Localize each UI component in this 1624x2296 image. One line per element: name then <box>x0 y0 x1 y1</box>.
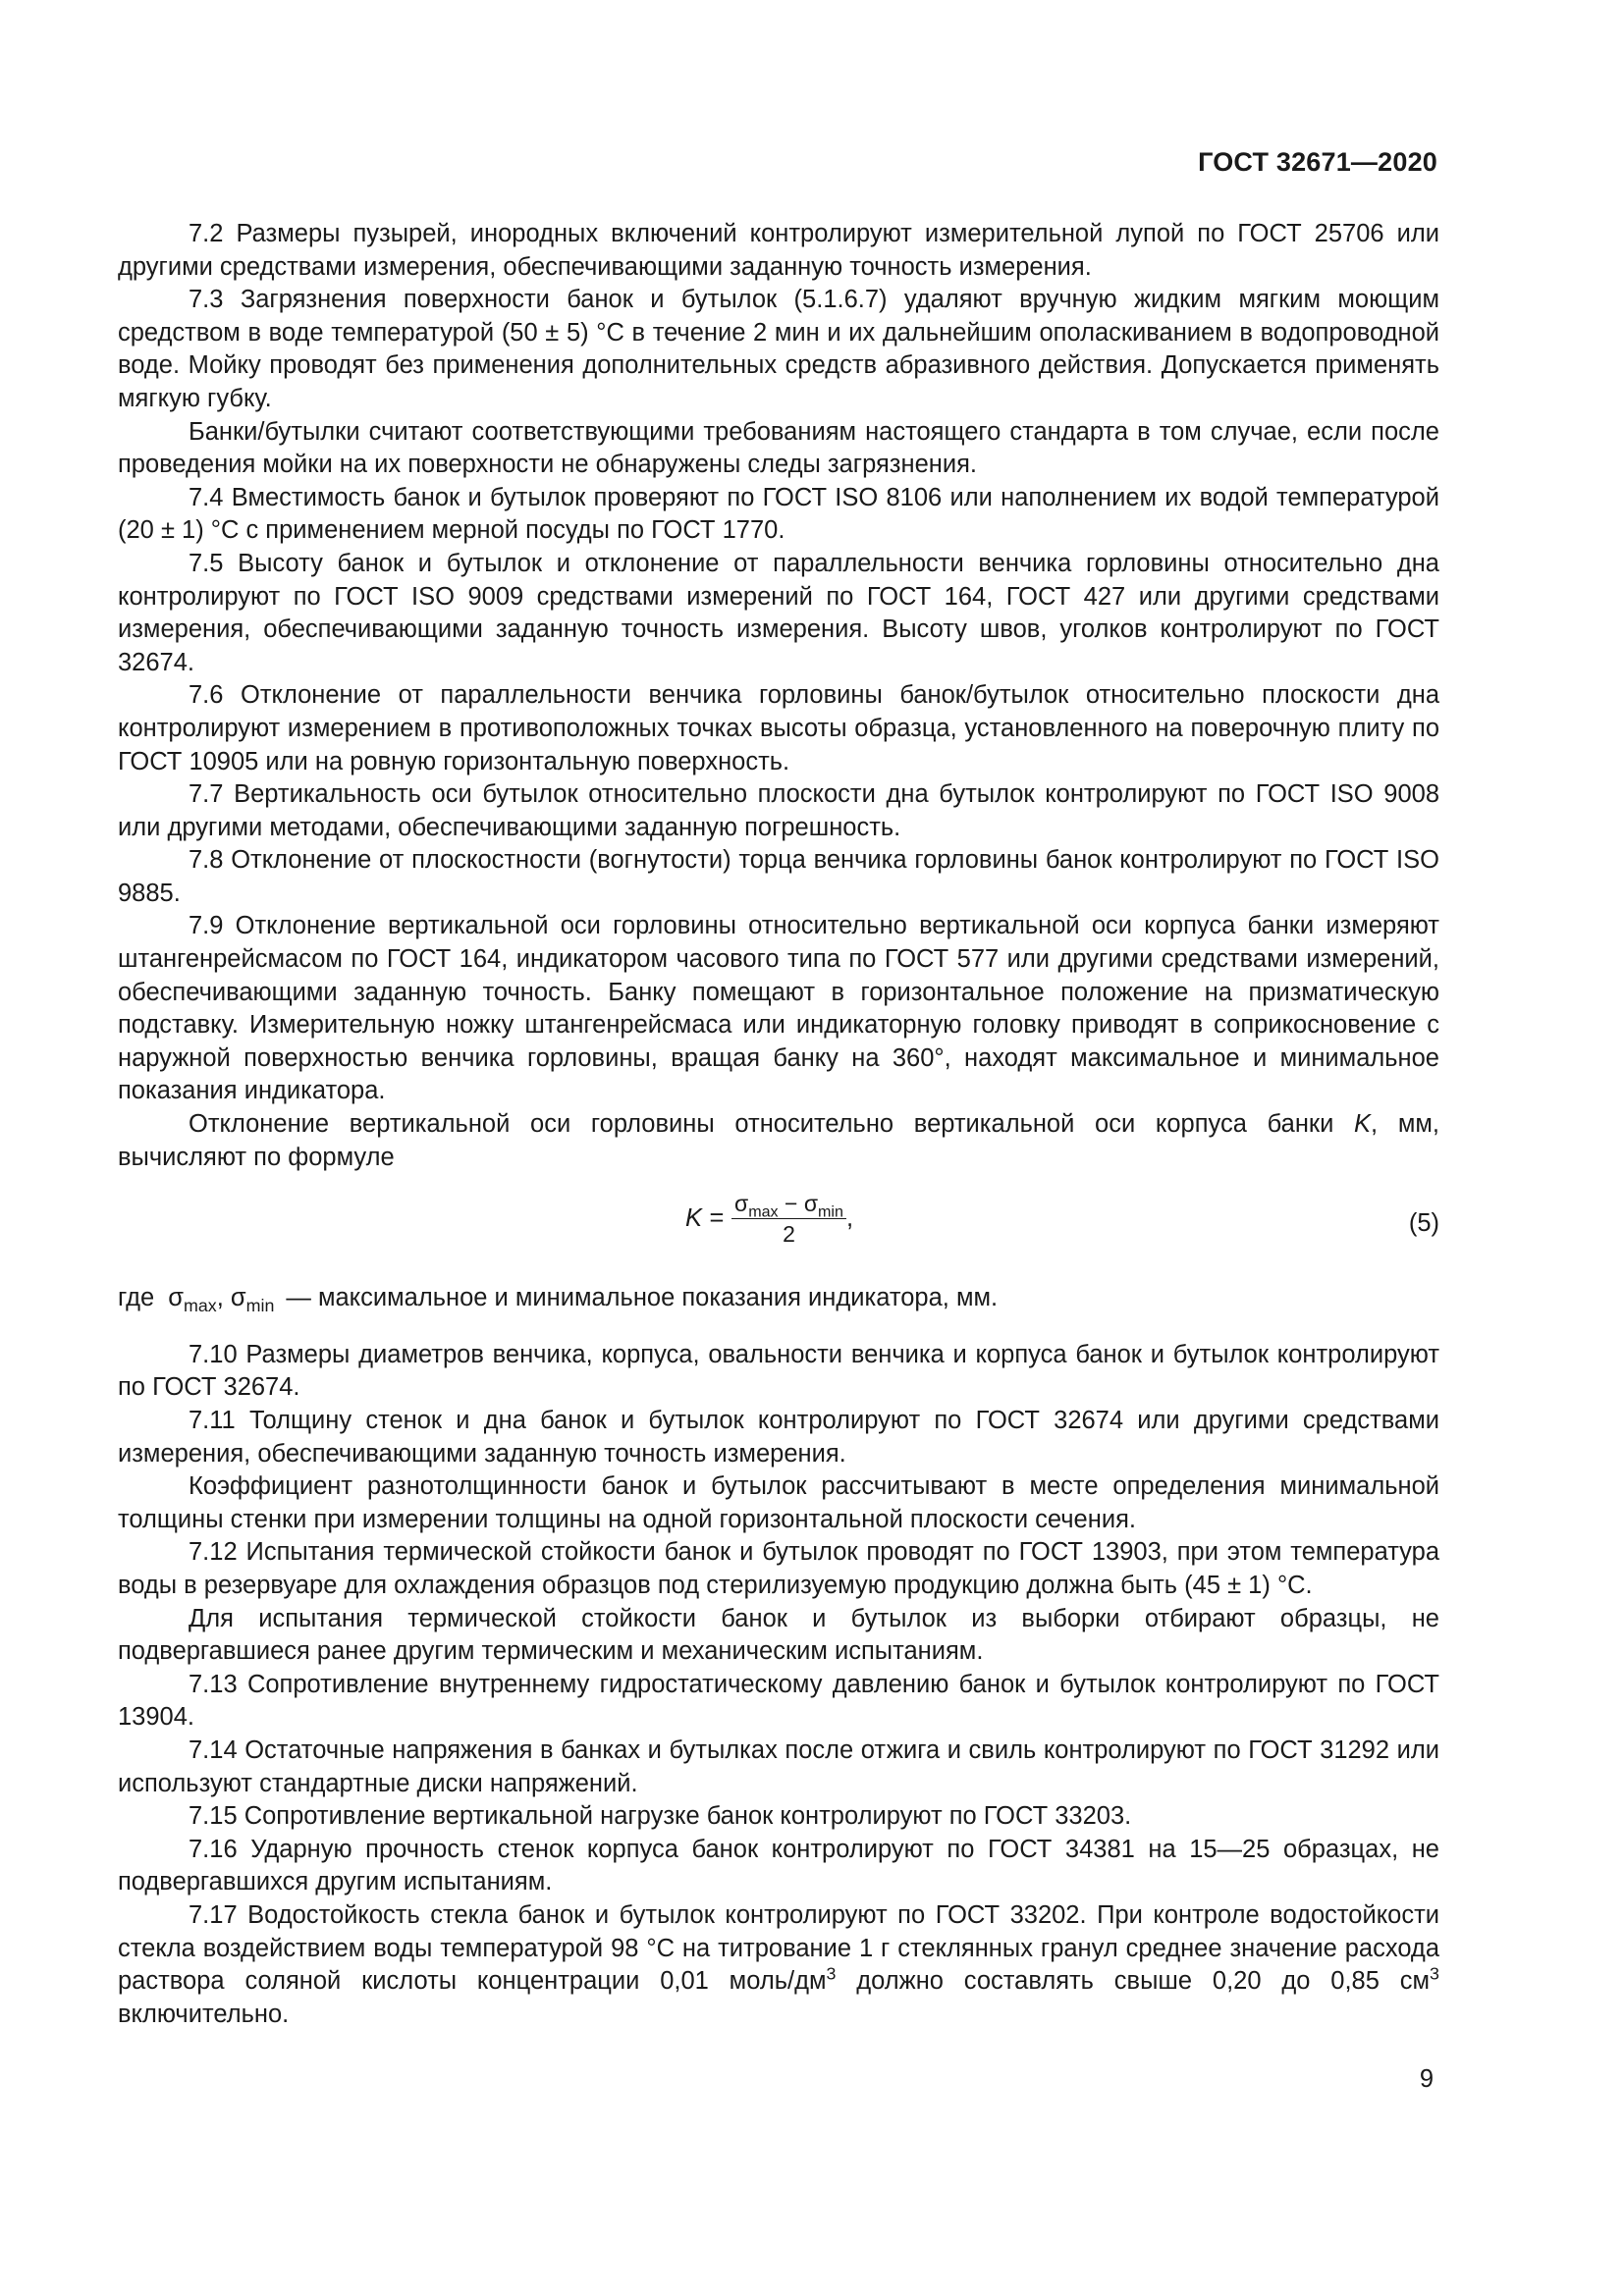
paragraph-7-11: 7.11 Толщину стенок и дна банок и бутылок контролируют по ГОСТ 32674 или другими средствами измерения, обеспечивающими заданную точность измерения. <box>118 1407 1439 1468</box>
document-header: ГОСТ 32671—2020 <box>1198 147 1437 177</box>
paragraph-7-3-note: Банки/бутылки считают соответствующими требованиям настоящего стандарта в том случае, если после проведения мойки на их поверхности не обнаружены следы загрязнения. <box>118 417 1439 479</box>
superscript-3: 3 <box>1430 1963 1439 1984</box>
paragraph-7-2: 7.2 Размеры пузырей, инородных включений контролируют измерительной лупой по ГОСТ 25706 или другими средствами измерения, обеспечивающими заданную точность измерения. <box>118 220 1439 281</box>
paragraph-7-16: 7.16 Ударную прочность стенок корпуса банок контролируют по ГОСТ 34381 на 15—25 образцах, не подвергавшихся другим испытаниям. <box>118 1835 1439 1896</box>
sigma-symbol: σ <box>734 1191 749 1217</box>
sub-max: max <box>183 1296 217 1316</box>
document-body <box>118 218 1439 2031</box>
paragraph-7-4: 7.4 Вместимость банок и бутылок проверяют по ГОСТ ISO 8106 или наполнением их водой температурой (20 ± 1) °С с применением мерной посуды по ГОСТ 1770. <box>118 483 1439 545</box>
paragraph-7-13: 7.13 Сопротивление внутреннему гидростатическому давлению банок и бутылок контролируют по ГОСТ 13904. <box>118 1670 1439 1732</box>
where-symbols <box>168 1282 274 1315</box>
formula-intro <box>118 1108 1439 1174</box>
formula-fraction <box>731 1190 846 1248</box>
paragraph-7-17 <box>118 1899 1439 2031</box>
paragraph-7-9: 7.9 Отклонение вертикальной оси горловины относительно вертикальной оси корпуса банки измеряют штангенрейсмасом по ГОСТ 164, индикатором часового типа по ГОСТ 577 или другими средствами измерений, обеспечивающими заданную точность. Банку помещают в горизонтальное положение на призматическую подставку. Измерительную ножку штангенрейсмаса или индикаторную головку приводят в соприкосновение с наружной поверхностью венчика горловины, вращая банку на 360°, находят максимальное и минимальное показания индикатора. <box>118 912 1439 1105</box>
sub-max: max <box>748 1202 779 1221</box>
paragraph-7-10: 7.10 Размеры диаметров венчика, корпуса, овальности венчика и корпуса банок и бутылок контролируют по ГОСТ 32674. <box>118 1340 1439 1402</box>
formula-comma: , <box>845 1203 854 1232</box>
sigma-symbol: σ <box>803 1191 819 1217</box>
sub-min: min <box>818 1202 843 1221</box>
paragraph-7-5: 7.5 Высоту банок и бутылок и отклонение от параллельности венчика горловины относительно дна контролируют по ГОСТ ISO 9009 средствами измерений по ГОСТ 164, ГОСТ 427 или другими средствами измерения, обеспечивающими заданную точность измерения. Высоту швов, уголков контролируют по ГОСТ 32674. <box>118 549 1439 676</box>
paragraph-7-8: 7.8 Отклонение от плоскостности (вогнутости) торца венчика горловины банок контролируют по ГОСТ ISO 9885. <box>118 846 1439 907</box>
where-separator: , <box>216 1284 231 1312</box>
paragraph-7-17-part3: включительно. <box>118 2000 290 2028</box>
formula-where <box>118 1282 1439 1315</box>
sigma-symbol: σ <box>168 1284 184 1312</box>
minus-sign: − <box>778 1191 804 1217</box>
where-definition: — максимальное и минимальное показания индикатора, мм. <box>286 1284 999 1312</box>
superscript-3: 3 <box>826 1963 837 1984</box>
paragraph-7-14: 7.14 Остаточные напряжения в банках и бутылках после отжига и свиль контролируют по ГОСТ 31292 или используют стандартные диски напряжений. <box>118 1735 1439 1797</box>
paragraph-7-11-note: Коэффициент разнотолщинности банок и бутылок рассчитывают в месте определения минимальной толщины стенки при измерении толщины на одной горизонтальной плоскости сечения. <box>118 1472 1439 1533</box>
formula-lhs: K = <box>685 1203 724 1232</box>
paragraph-7-17-part1: 7.17 Водостойкость стекла банок и бутылок контролируют по ГОСТ 33202. При контроле водостойкости стекла воздействием воды температурой 98 °С на титрование 1 г стеклянных гранул среднее значение расхода раствора соляной кислоты концентрации 0,01 моль/дм <box>118 1900 1439 1996</box>
paragraph-7-12-note: Для испытания термической стойкости банок и бутылок из выборки отбирают образцы, не подвергавшиеся ранее другим термическим и механическим испытаниям. <box>118 1604 1439 1666</box>
formula-block <box>118 1190 1439 1260</box>
paragraph-7-12: 7.12 Испытания термической стойкости банок и бутылок проводят по ГОСТ 13903, при этом температура воды в резервуаре для охлаждения образцов под стерилизуемую продукцию должна быть (45 ± 1) °С. <box>118 1538 1439 1599</box>
paragraph-7-17-part2: должно составлять свыше 0,20 до 0,85 см <box>836 1967 1431 1996</box>
paragraph-7-6: 7.6 Отклонение от параллельности венчика горловины банок/бутылок относительно плоскости дна контролируют измерением в противоположных точках высоты образца, установленного на поверочную плиту по ГОСТ 10905 или на ровную горизонтальную поверхность. <box>118 681 1439 775</box>
paragraph-7-7: 7.7 Вертикальность оси бутылок относительно плоскости дна бутылок контролируют по ГОСТ ISO 9008 или другими методами, обеспечивающими заданную погрешность. <box>118 780 1439 841</box>
formula-intro-variable: K <box>1354 1110 1372 1139</box>
sub-min: min <box>245 1296 275 1316</box>
formula-denominator: 2 <box>783 1221 795 1248</box>
where-word: где <box>118 1284 155 1312</box>
formula <box>685 1190 853 1248</box>
formula-intro-after: , мм, вычисляют по формуле <box>118 1110 1439 1171</box>
page-number: 9 <box>1419 2065 1434 2093</box>
paragraph-7-3: 7.3 Загрязнения поверхности банок и бутылок (5.1.6.7) удаляют вручную жидким мягким моющим средством в воде температурой (50 ± 5) °С в течение 2 мин и их дальнейшим ополаскиванием в водопроводной воде. Мойку проводят без применения дополнительных средств абразивного действия. Допускается применять мягкую губку. <box>118 286 1439 412</box>
sigma-symbol: σ <box>230 1284 246 1312</box>
formula-numerator <box>731 1190 846 1219</box>
formula-number: (5) <box>1408 1209 1439 1238</box>
formula-intro-before: Отклонение вертикальной оси горловины относительно вертикальной оси корпуса банки <box>189 1110 1355 1139</box>
paragraph-7-15: 7.15 Сопротивление вертикальной нагрузке банок контролируют по ГОСТ 33203. <box>189 1802 1132 1831</box>
